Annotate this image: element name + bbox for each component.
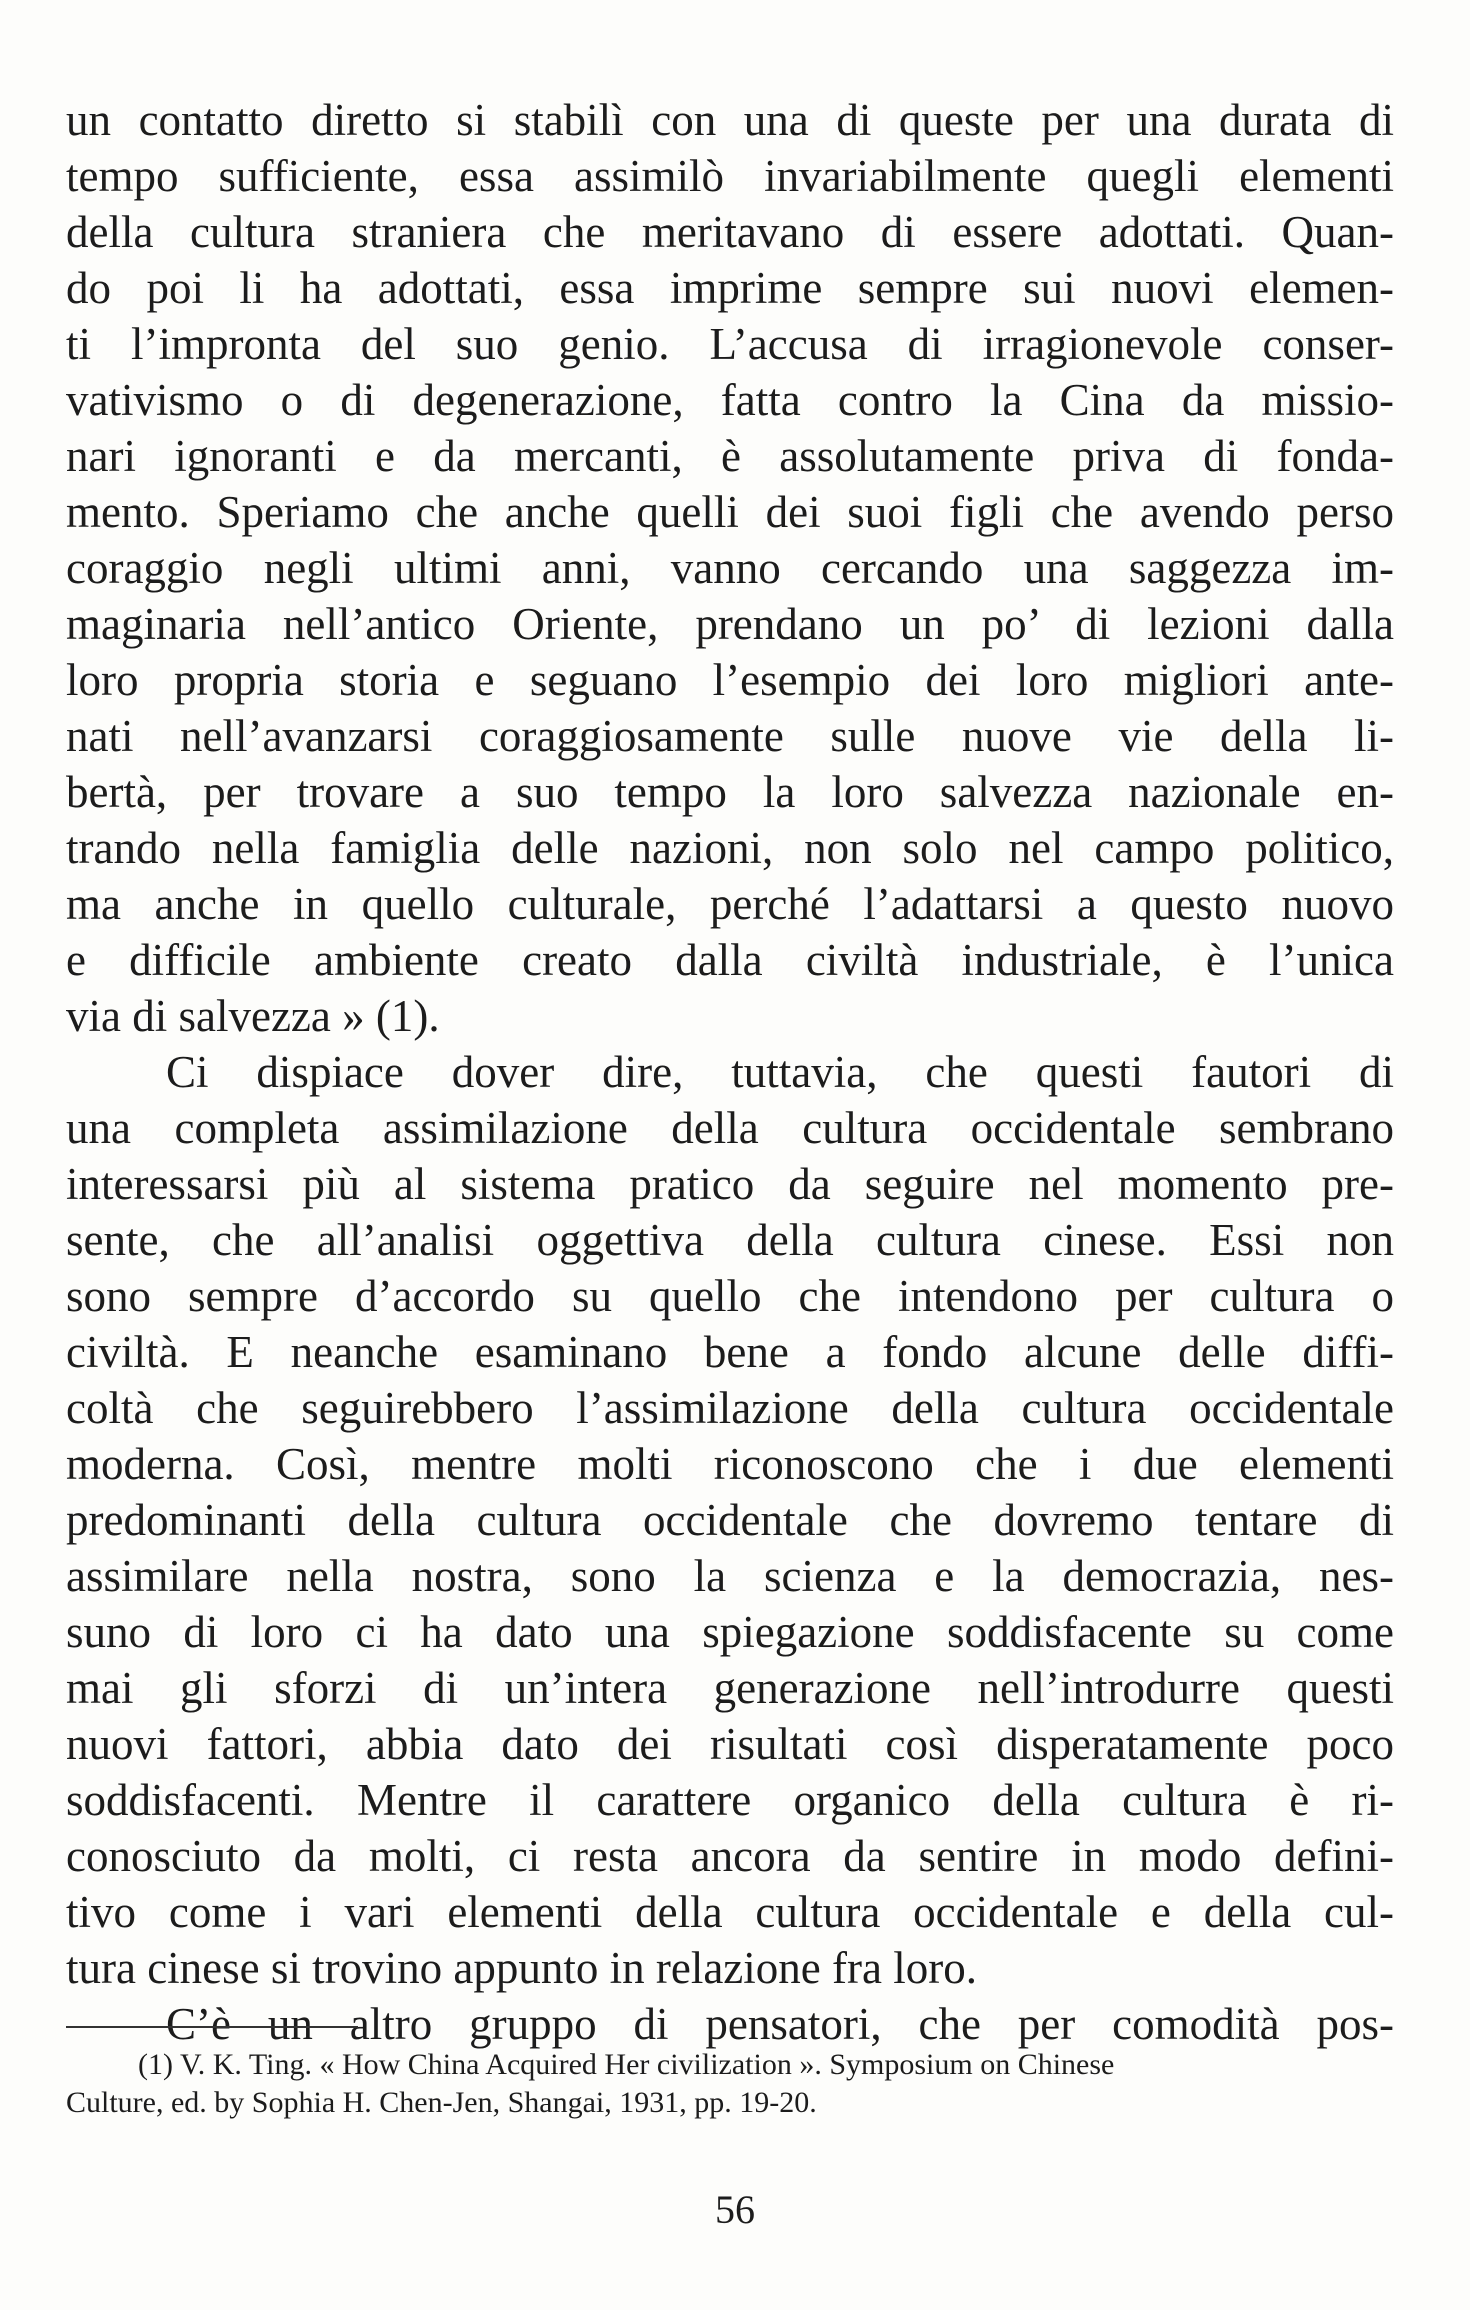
text-line: ti l’impronta del suo genio. L’accusa di irragionevole conser-: [66, 319, 1394, 369]
text-line: bertà, per trovare a suo tempo la loro salvezza nazionale en-: [66, 767, 1394, 817]
text-line: e difficile ambiente creato dalla civiltà industriale, è l’unica: [66, 935, 1394, 985]
text-line: nuovi fattori, abbia dato dei risultati così disperatamente poco: [66, 1719, 1394, 1769]
text-line: sente, che all’analisi oggettiva della cultura cinese. Essi non: [66, 1215, 1394, 1265]
text-line: nari ignoranti e da mercanti, è assolutamente priva di fonda-: [66, 431, 1394, 481]
footnote-line: Culture, ed. by Sophia H. Chen-Jen, Shangai, 1931, pp. 19-20.: [66, 2086, 817, 2119]
text-line: mai gli sforzi di un’intera generazione nell’introdurre questi: [66, 1663, 1394, 1713]
text-line: coltà che seguirebbero l’assimilazione della cultura occidentale: [66, 1383, 1394, 1433]
text-line: via di salvezza » (1).: [66, 991, 440, 1041]
text-line: tivo come i vari elementi della cultura occidentale e della cul-: [66, 1887, 1394, 1937]
text-line: nati nell’avanzarsi coraggiosamente sulle nuove vie della li-: [66, 711, 1394, 761]
text-line: soddisfacenti. Mentre il carattere organico della cultura è ri-: [66, 1775, 1394, 1825]
text-line: trando nella famiglia delle nazioni, non solo nel campo politico,: [66, 823, 1394, 873]
text-line: coraggio negli ultimi anni, vanno cercando una saggezza im-: [66, 543, 1394, 593]
text-line: conosciuto da molti, ci resta ancora da sentire in modo defini-: [66, 1831, 1394, 1881]
footnote-divider: [66, 2026, 358, 2028]
text-line: tura cinese si trovino appunto in relazione fra loro.: [66, 1943, 977, 1993]
page-number: 56: [715, 2187, 755, 2232]
text-line: interessarsi più al sistema pratico da seguire nel momento pre-: [66, 1159, 1394, 1209]
text-line: loro propria storia e seguano l’esempio dei loro migliori ante-: [66, 655, 1394, 705]
text-line: do poi li ha adottati, essa imprime sempre sui nuovi elemen-: [66, 263, 1394, 313]
text-line: suno di loro ci ha dato una spiegazione soddisfacente su come: [66, 1607, 1394, 1657]
text-line: predominanti della cultura occidentale che dovremo tentare di: [66, 1495, 1394, 1545]
text-line: maginaria nell’antico Oriente, prendano un po’ di lezioni dalla: [66, 599, 1394, 649]
text-line: vativismo o di degenerazione, fatta contro la Cina da missio-: [66, 375, 1394, 425]
footnote-line: (1) V. K. Ting. « How China Acquired Her civilization ». Symposium on Chinese: [138, 2048, 1115, 2081]
text-line: della cultura straniera che meritavano di essere adottati. Quan-: [66, 207, 1394, 257]
text-line: mento. Speriamo che anche quelli dei suoi figli che avendo perso: [66, 487, 1394, 537]
text-line: civiltà. E neanche esaminano bene a fondo alcune delle diffi-: [66, 1327, 1394, 1377]
body-text: [66, 92, 1394, 2052]
text-line: tempo sufficiente, essa assimilò invariabilmente quegli elementi: [66, 151, 1394, 201]
text-line: ma anche in quello culturale, perché l’adattarsi a questo nuovo: [66, 879, 1394, 929]
text-line: assimilare nella nostra, sono la scienza e la democrazia, nes-: [66, 1551, 1394, 1601]
footnote: [66, 2046, 1394, 2122]
text-line: C’è un altro gruppo di pensatori, che per comodità pos-: [166, 1999, 1394, 2049]
text-line: Ci dispiace dover dire, tuttavia, che questi fautori di: [166, 1047, 1394, 1097]
text-line: moderna. Così, mentre molti riconoscono che i due elementi: [66, 1439, 1394, 1489]
text-line: sono sempre d’accordo su quello che intendono per cultura o: [66, 1271, 1394, 1321]
text-line: una completa assimilazione della cultura occidentale sembrano: [66, 1103, 1394, 1153]
text-line: un contatto diretto si stabilì con una di queste per una durata di: [66, 95, 1394, 145]
